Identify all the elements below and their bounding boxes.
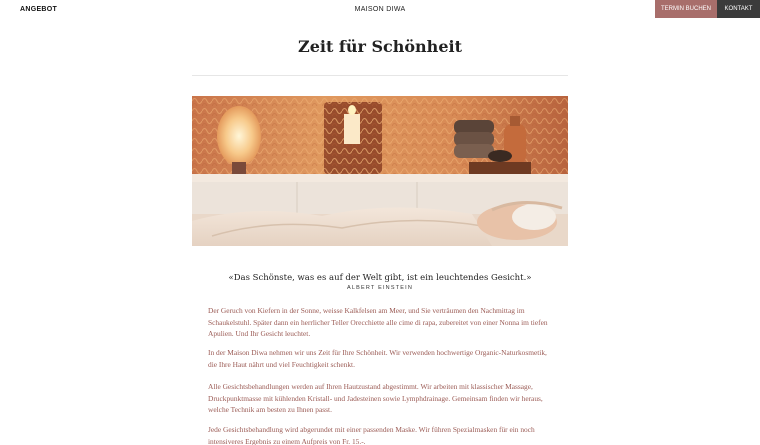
hero-image-spa-treatment (192, 96, 568, 246)
body-paragraph: Der Geruch von Kiefern in der Sonne, weisse Kalkfelsen am Meer, und Sie verträumen den Nachmittag im Schaukelstuhl. Später dann ein herrlicher Teller Orecchiette alle cime di rapa, zubereitet von einer Nonna im tiefen Apulien. Und Ihr Gesicht leuchtet. (208, 306, 548, 339)
quote-author: ALBERT EINSTEIN (346, 285, 414, 291)
body-paragraph: In der Maison Diwa nehmen wir uns Zeit für Ihre Schönheit. Wir verwenden hochwertige Organic-Naturkosmetik, die Ihre Haut nährt und viel Feuchtigkeit schenkt. (208, 348, 547, 369)
termin-buchen-button[interactable]: TERMIN BUCHEN (655, 0, 717, 18)
brand-logo-text[interactable]: MAISON DIWA (354, 6, 406, 13)
page-scrollbar[interactable] (752, 18, 760, 445)
body-paragraph: Alle Gesichtsbehandlungen werden auf Ihren Hautzustand abgestimmt. Wir arbeiten mit klassischer Massage, Druckpunktmasse mit kühlenden Kristall- und Jadesteinen sowie Lymphdrainage. Gemeinsam finden wir heraus, welche Technik am besten zu Ihnen passt. (208, 382, 543, 415)
body-paragraph: Jede Gesichtsbehandlung wird abgerundet mit einer passenden Maske. Wir führen Spezialmasken für ein noch intensiveres Ergebnis zu einem Aufpreis von Fr. 15.-. (208, 425, 535, 445)
title-divider (192, 75, 568, 76)
page-title: Zeit für Schönheit (298, 37, 462, 56)
top-navigation-bar (0, 0, 760, 18)
kontakt-button[interactable]: KONTAKT (717, 0, 760, 18)
nav-angebot-link[interactable]: ANGEBOT (20, 6, 58, 13)
quote-text: «Das Schönste, was es auf der Welt gibt, ist ein leuchtendes Gesicht.» (228, 273, 532, 283)
